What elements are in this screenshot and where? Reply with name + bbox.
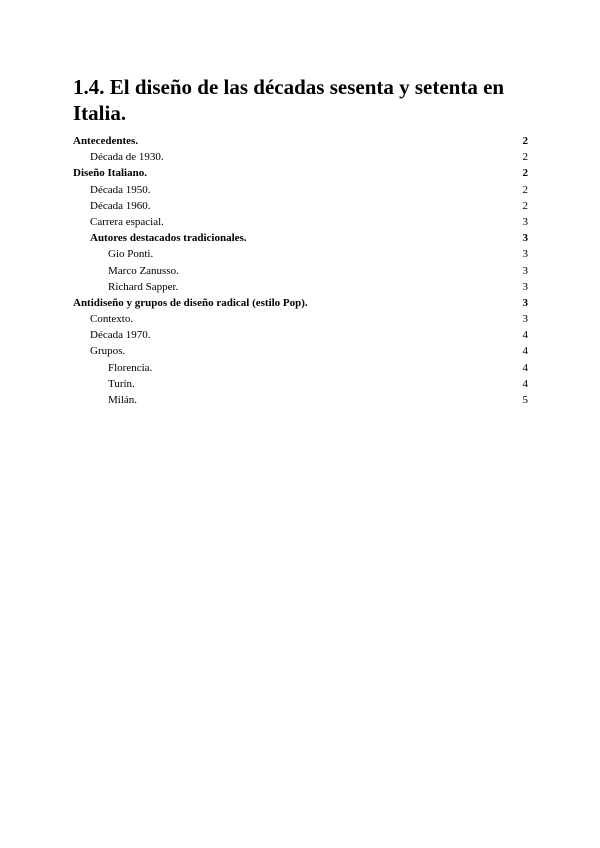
toc-entry-antecedentes[interactable]	[73, 133, 528, 149]
toc-entry-gio-ponti[interactable]	[73, 246, 528, 262]
toc-entry-label: Contexto.	[90, 313, 134, 326]
toc-page-number: 2	[522, 135, 528, 147]
toc-entry-label: Antidiseño y grupos de diseño radical (estilo Pop).	[73, 296, 308, 309]
toc-entry-marco-zanusso[interactable]	[73, 263, 528, 279]
toc-page-number: 3	[522, 264, 528, 277]
toc-entry-richard-sapper[interactable]	[73, 279, 528, 295]
toc-page-number: 2	[522, 183, 528, 196]
toc-page-number: 4	[522, 329, 528, 342]
toc-entry-label: Carrera espacial.	[90, 215, 164, 228]
toc-page-number: 5	[522, 394, 528, 406]
toc-page-number: 4	[522, 377, 528, 390]
toc-entry-contexto[interactable]	[73, 311, 528, 327]
toc-page-number: 4	[522, 361, 528, 374]
toc-entry-decada-1950[interactable]	[73, 182, 528, 198]
document-title: 1.4. El diseño de las décadas sesenta y setenta en Italia.	[73, 75, 505, 125]
toc-page-number: 3	[522, 248, 528, 261]
toc-entry-milan[interactable]	[73, 392, 528, 408]
toc-page-number: 3	[522, 296, 528, 309]
toc-entry-diseno-italiano[interactable]	[73, 165, 528, 181]
toc-entry-label: Turín.	[108, 377, 135, 390]
toc-entry-label: Década 1960.	[90, 199, 151, 212]
toc-entry-label: Richard Sapper.	[108, 280, 179, 293]
toc-entry-label: Autores destacados tradicionales.	[90, 232, 247, 245]
toc-entry-turin[interactable]	[73, 376, 528, 392]
toc-entry-decada-1960[interactable]	[73, 198, 528, 214]
toc-entry-label: Gio Ponti.	[108, 248, 154, 261]
toc-entry-label: Antecedentes.	[73, 135, 139, 147]
toc-entry-grupos[interactable]	[73, 343, 528, 359]
toc-entry-label: Década 1970.	[90, 329, 151, 342]
toc-page-number: 3	[522, 232, 528, 245]
toc-entry-florencia[interactable]	[73, 360, 528, 376]
toc-entry-antidiseno[interactable]	[73, 295, 528, 311]
toc-page-number: 3	[522, 280, 528, 293]
toc-entry-label: Grupos.	[90, 345, 126, 358]
toc-entry-decada-1930[interactable]	[73, 149, 528, 165]
toc-entry-label: Florencia.	[108, 361, 153, 374]
toc-entry-label: Marco Zanusso.	[108, 264, 179, 277]
toc-entry-carrera-espacial[interactable]	[73, 214, 528, 230]
toc-page-number: 2	[522, 199, 528, 212]
toc-page-number: 4	[522, 345, 528, 358]
toc-entry-label: Milán.	[108, 394, 138, 406]
table-of-contents	[73, 133, 528, 408]
toc-entry-decada-1970[interactable]	[73, 327, 528, 343]
toc-entry-label: Década de 1930.	[90, 151, 164, 164]
toc-entry-autores-destacados[interactable]	[73, 230, 528, 246]
toc-page-number: 3	[522, 215, 528, 228]
toc-page-number: 2	[522, 167, 528, 180]
toc-page-number: 3	[522, 313, 528, 326]
toc-page-number: 2	[522, 151, 528, 164]
toc-entry-label: Década 1950.	[90, 183, 151, 196]
toc-entry-label: Diseño Italiano.	[73, 167, 147, 180]
